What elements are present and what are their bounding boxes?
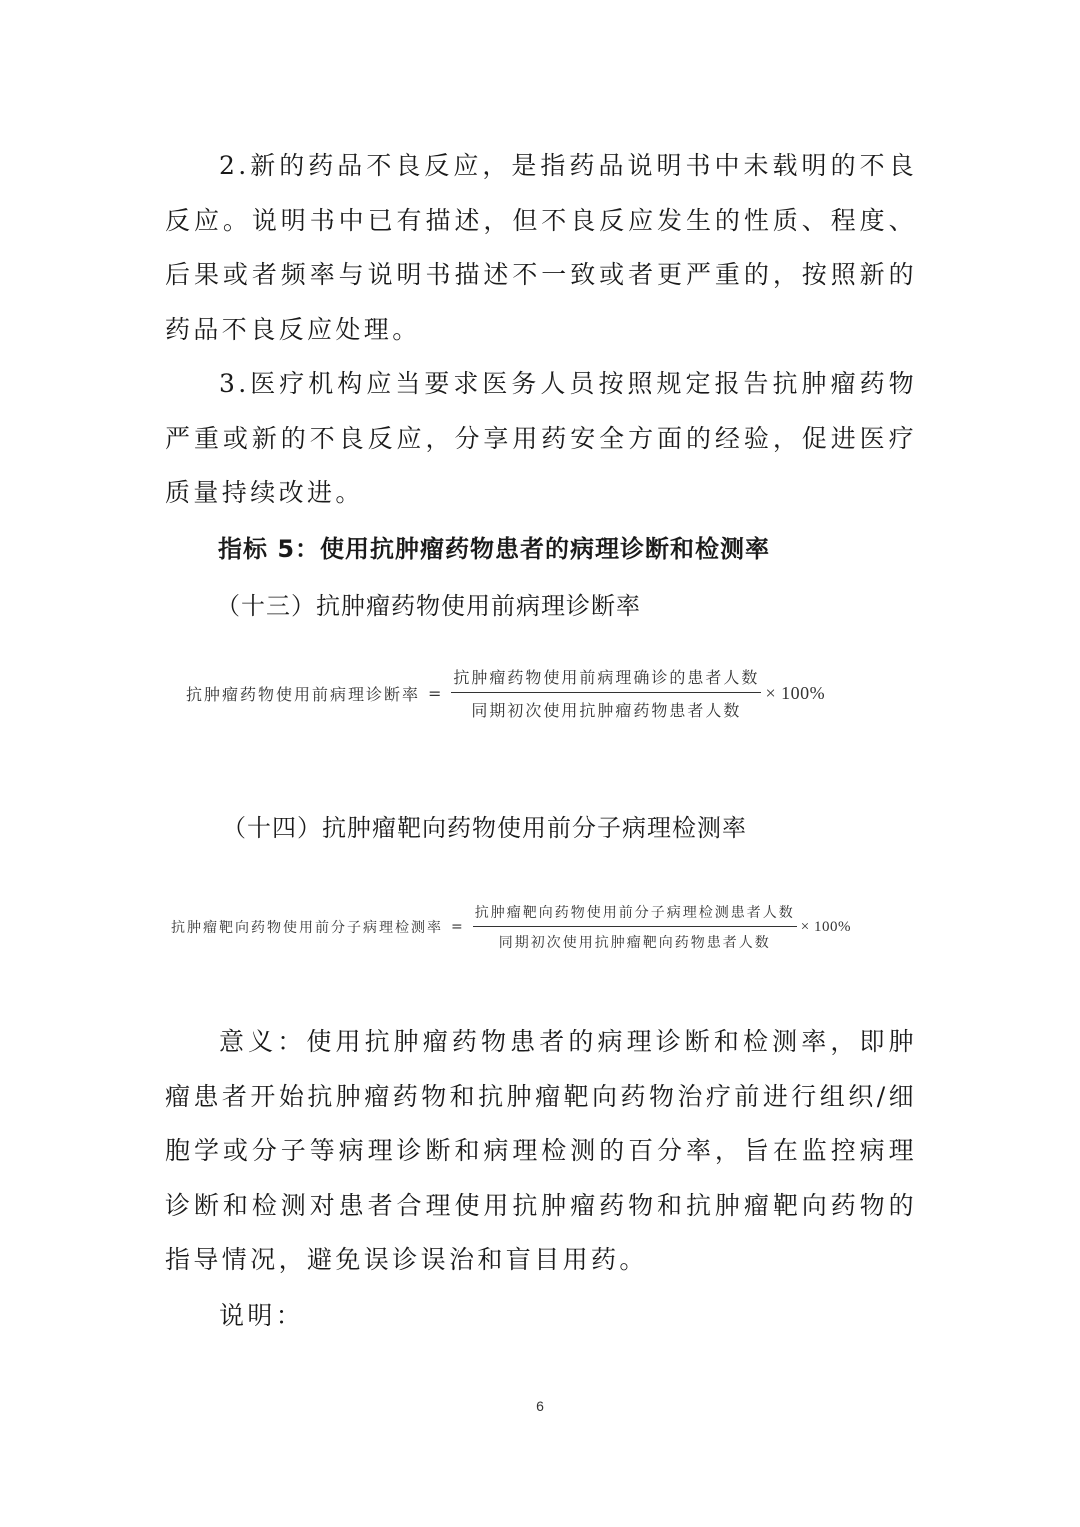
page-number: 6 bbox=[536, 1398, 544, 1414]
fraction-denominator: 同期初次使用抗肿瘤靶向药物患者人数 bbox=[498, 935, 771, 951]
indicator-5-title: 指标 5：使用抗肿瘤药物患者的病理诊断和检测率 bbox=[218, 535, 771, 563]
paragraph-significance: 意义：使用抗肿瘤药物患者的病理诊断和检测率，即肿瘤患者开始抗肿瘤药物和抗肿瘤靶向药物治疗前进行组织/细胞学或分子等病理诊断和病理检测的百分率，旨在监控病理诊断和检测对患者合理使用抗肿瘤药物和抗肿瘤靶向药物的指导情况，避免误诊误治和盲目用药。 bbox=[165, 1027, 917, 1274]
fraction-numerator: 抗肿瘤药物使用前病理确诊的患者人数 bbox=[451, 665, 761, 693]
fraction-numerator: 抗肿瘤靶向药物使用前分子病理检测患者人数 bbox=[473, 902, 797, 927]
fraction-denominator: 同期初次使用抗肿瘤药物患者人数 bbox=[471, 701, 742, 720]
multiplier: × 100% bbox=[800, 918, 851, 935]
formula-pathology-diagnosis-rate bbox=[186, 665, 825, 721]
formula-lhs: 抗肿瘤药物使用前病理诊断率 bbox=[186, 684, 421, 704]
fraction bbox=[473, 902, 797, 952]
paragraph-reporting-requirement: 3.医疗机构应当要求医务人员按照规定报告抗肿瘤药物严重或新的不良反应，分享用药安全方面的经验，促进医疗质量持续改进。 bbox=[165, 369, 917, 507]
equals-sign: = bbox=[428, 683, 444, 703]
equals-sign: = bbox=[451, 919, 465, 935]
fraction bbox=[451, 665, 761, 721]
section-13-heading: （十三）抗肿瘤药物使用前病理诊断率 bbox=[216, 592, 641, 620]
formula-lhs: 抗肿瘤靶向药物使用前分子病理检测率 bbox=[171, 920, 443, 936]
section-14-heading: （十四）抗肿瘤靶向药物使用前分子病理检测率 bbox=[222, 814, 747, 842]
paragraph-new-adverse-reaction: 2.新的药品不良反应，是指药品说明书中未载明的不良反应。说明书中已有描述，但不良反应发生的性质、程度、后果或者频率与说明书描述不一致或者更严重的，按照新的药品不良反应处理。 bbox=[165, 151, 917, 344]
formula-molecular-pathology-test-rate bbox=[171, 902, 851, 952]
multiplier: × 100% bbox=[765, 682, 826, 703]
paragraph-notes-label: 说明： bbox=[219, 1301, 305, 1330]
